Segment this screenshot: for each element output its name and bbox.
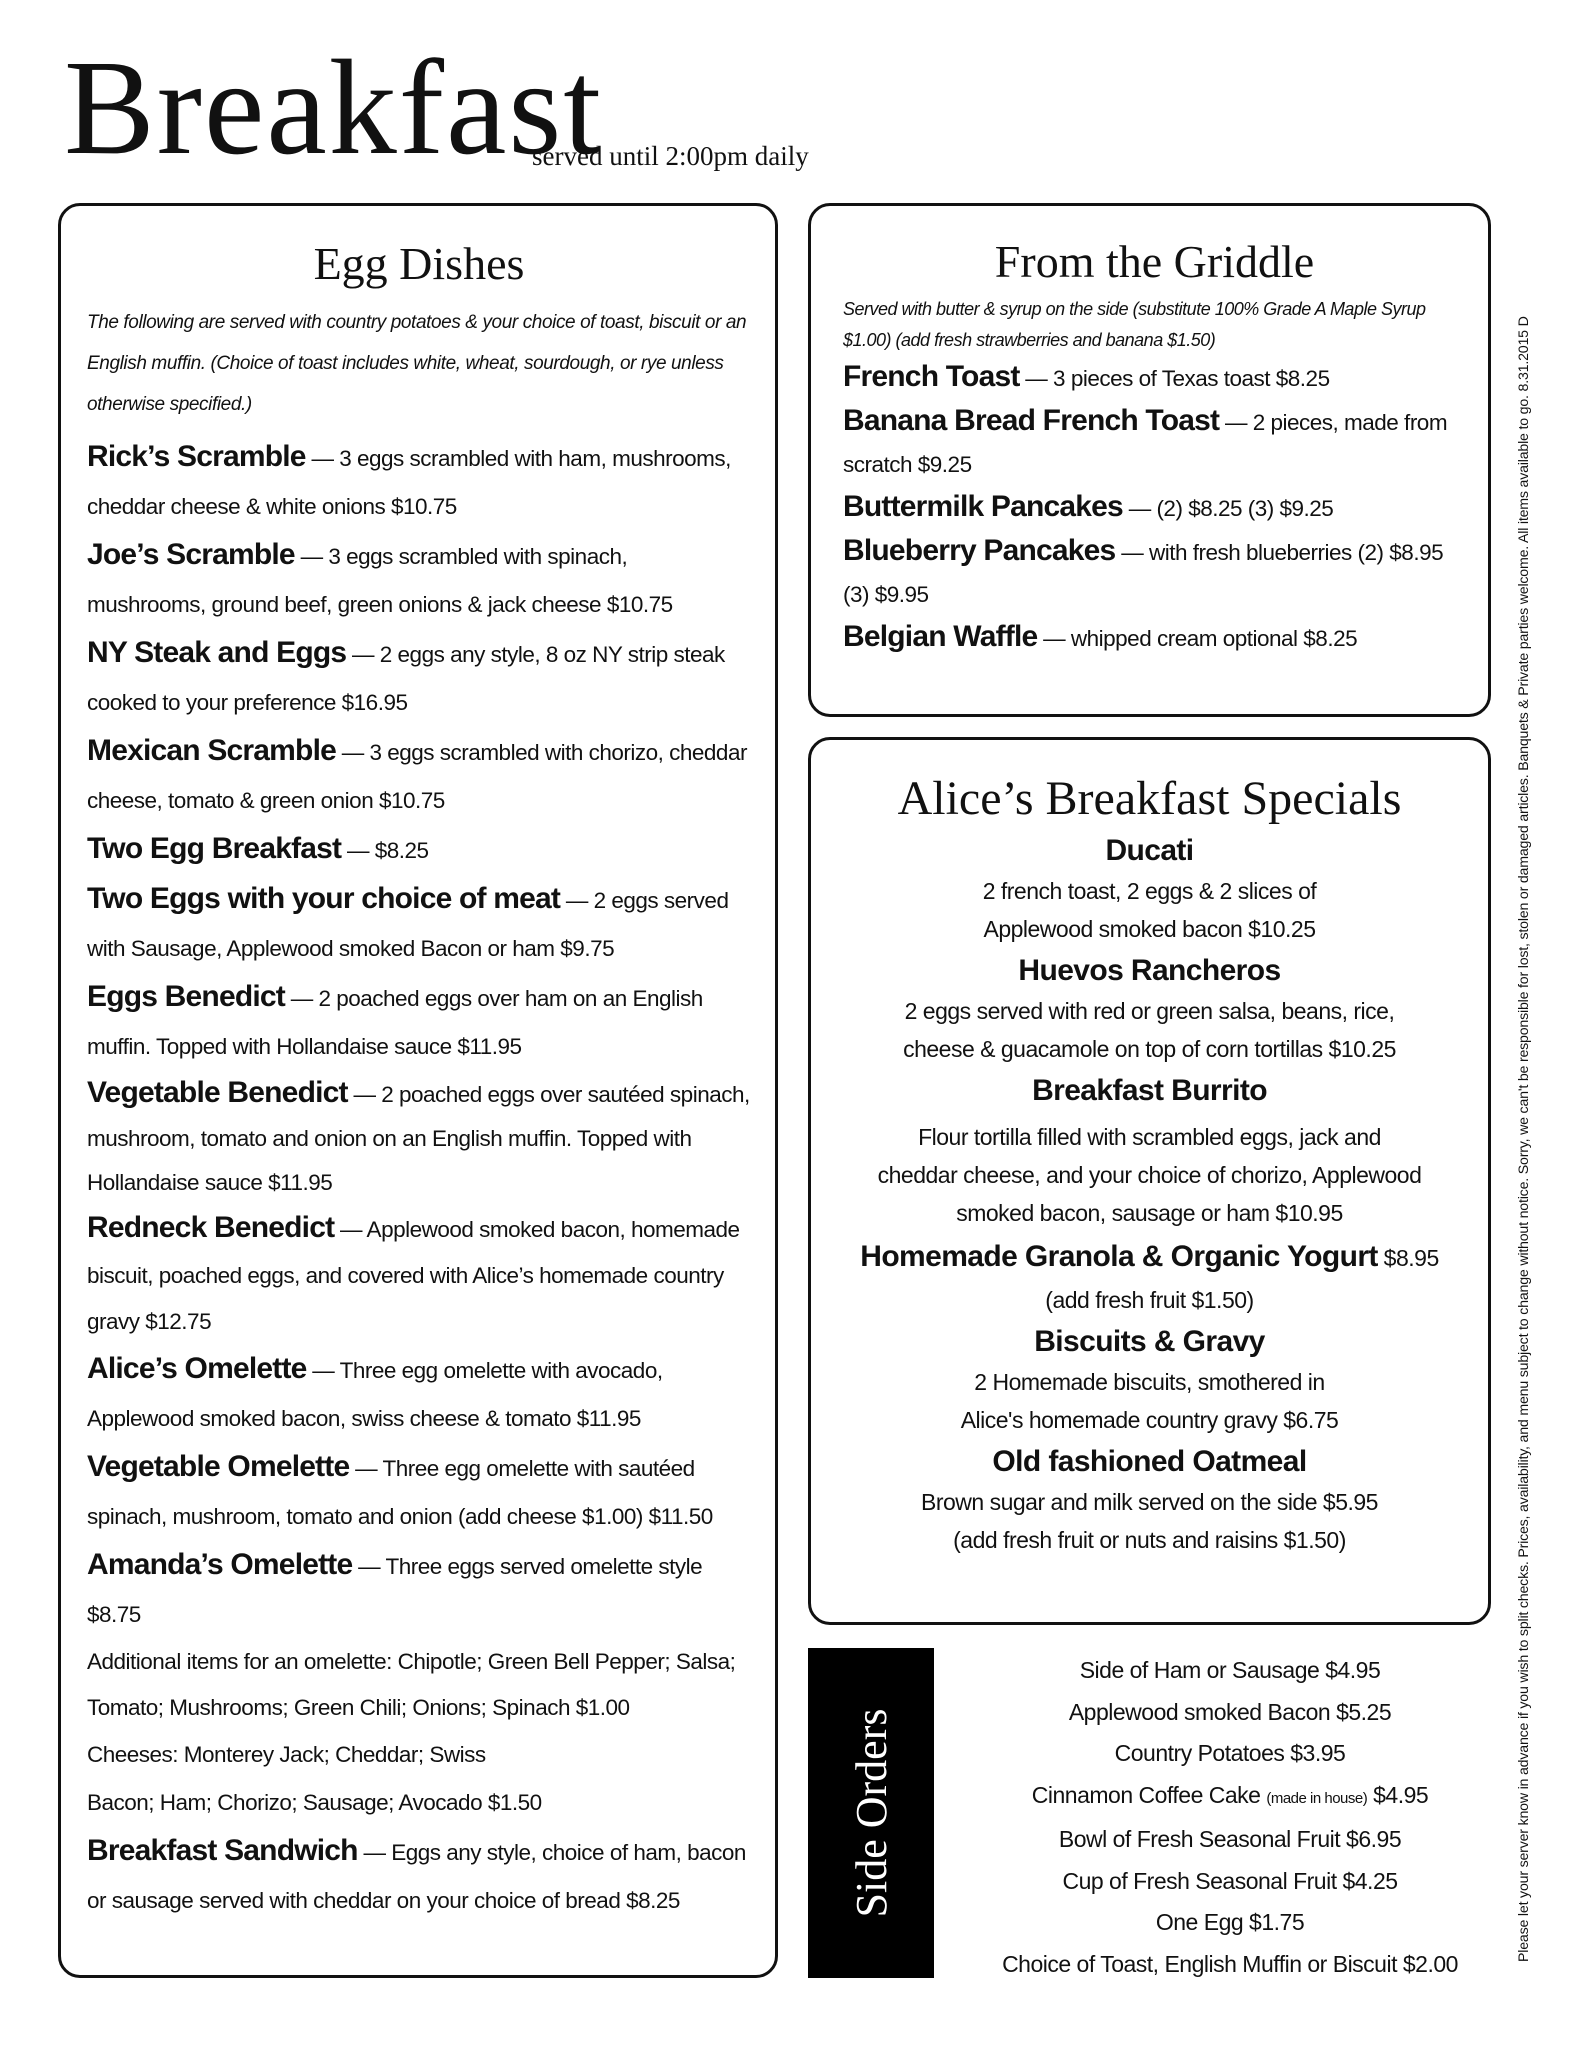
menu-item (843, 486, 1466, 530)
special-desc-line: Brown sugar and milk served on the side $5.95 (921, 1489, 1378, 1515)
menu-item-desc: — 3 eggs scrambled with spinach, mushrooms, ground beef, green onions & jack cheese $10.75 (87, 544, 673, 617)
special-name: Ducati (1105, 834, 1194, 867)
side-orders-label: Side Orders (846, 1708, 896, 1918)
special-price: $8.95 (1377, 1245, 1439, 1271)
menu-item-name: Alice’s Omelette (87, 1352, 307, 1385)
menu-item-name: Belgian Waffle (843, 620, 1038, 653)
menu-item-desc: — 2 poached eggs over ham on an English muffin. Topped with Hollandaise sauce $11.95 (87, 986, 703, 1059)
list-item: Country Potatoes $3.95 (1114, 1740, 1346, 1766)
special-name-text: Homemade Granola & Organic Yogurt (860, 1240, 1378, 1273)
special-desc (827, 1118, 1472, 1232)
menu-item-name: Vegetable Benedict (87, 1076, 348, 1109)
special-desc-line: 2 Homemade biscuits, smothered in (974, 1369, 1325, 1395)
side-orders-tab (808, 1648, 934, 1978)
special-desc (827, 1363, 1472, 1439)
omelette-meats: Bacon; Ham; Chorizo; Sausage; Avocado $1.50 (87, 1790, 542, 1815)
menu-item-desc: — Three egg omelette with avocado, Applewood smoked bacon, swiss cheese & tomato $11.95 (87, 1358, 663, 1431)
menu-item-name: Breakfast Sandwich (87, 1834, 358, 1867)
menu-item-name: Eggs Benedict (87, 980, 285, 1013)
menu-item-desc: — 3 pieces of Texas toast $8.25 (1019, 366, 1330, 391)
special-name (827, 1234, 1472, 1281)
menu-item-name: Two Eggs with your choice of meat (87, 882, 561, 915)
menu-item (87, 875, 751, 973)
menu-item (87, 531, 751, 629)
special-desc-line: 2 french toast, 2 eggs & 2 slices of (982, 878, 1317, 904)
menu-item (87, 727, 751, 825)
menu-item-desc: — with fresh blueberries (2) $8.95 (3) $9.95 (843, 540, 1444, 607)
special-desc (827, 872, 1472, 948)
menu-item (843, 616, 1466, 660)
special-desc-line: (add fresh fruit $1.50) (1045, 1287, 1254, 1313)
list-item: Cup of Fresh Seasonal Fruit $4.25 (1062, 1867, 1398, 1894)
egg-dishes-intro: The following are served with country potatoes & your choice of toast, biscuit or an English muffin. (Choice of toast includes white, wheat, sourdough, or rye unless otherwise specified.) (87, 312, 747, 415)
menu-item-desc: — 2 eggs served with Sausage, Applewood smoked Bacon or ham $9.75 (87, 888, 729, 961)
menu-item-desc: — (2) $8.25 (3) $9.25 (1122, 496, 1334, 521)
menu-item-name: Blueberry Pancakes (843, 534, 1116, 567)
list-item-name: Cinnamon Coffee Cake (1031, 1781, 1267, 1808)
menu-item-desc: — Applewood smoked bacon, homemade biscuit, poached eggs, and covered with Alice’s homemade country gravy $12.75 (87, 1217, 740, 1334)
menu-item (87, 1541, 751, 1639)
menu-item (87, 1345, 751, 1443)
special-name: Old fashioned Oatmeal (992, 1445, 1307, 1478)
menu-item-desc: — 3 eggs scrambled with ham, mushrooms, cheddar cheese & white onions $10.75 (87, 446, 731, 519)
egg-dishes-section (58, 203, 778, 1978)
special-desc-line: (add fresh fruit or nuts and raisins $1.50) (953, 1527, 1346, 1553)
list-item: Applewood smoked Bacon $5.25 (1068, 1698, 1392, 1725)
menu-item-name: Mexican Scramble (87, 734, 336, 767)
menu-item-name: Banana Bread French Toast (843, 404, 1220, 437)
menu-item-name: NY Steak and Eggs (87, 636, 347, 669)
list-item (965, 1775, 1495, 1820)
special-desc-line: cheese & guacamole on top of corn tortillas $10.25 (903, 1036, 1396, 1062)
special-desc-line: Flour tortilla filled with scrambled eggs, jack and (918, 1124, 1381, 1150)
menu-item-desc: — 2 poached eggs over sautéed spinach, mushroom, tomato and onion on an English muffin. Topped with Hollandaise sauce $11.95 (87, 1082, 750, 1195)
list-item-price: $4.95 (1367, 1781, 1429, 1808)
menu-item-desc: — Three egg omelette with sautéed spinach, mushroom, tomato and onion (add cheese $1.00) $11.50 (87, 1456, 713, 1529)
specials-section (808, 737, 1491, 1625)
page-title: Breakfast (64, 33, 604, 183)
side-orders-list (965, 1650, 1495, 1985)
menu-item-name: Vegetable Omelette (87, 1450, 350, 1483)
menu-item-name: Redneck Benedict (87, 1211, 335, 1244)
specials-title: Alice’s Breakfast Specials (897, 772, 1402, 825)
menu-item-desc: — Eggs any style, choice of ham, bacon or sausage served with cheddar on your choice of bread $8.25 (87, 1840, 746, 1913)
page-subtitle: served until 2:00pm daily (532, 141, 809, 171)
list-item: Choice of Toast, English Muffin or Biscuit $2.00 (1002, 1950, 1458, 1977)
menu-item-desc: — Three eggs served omelette style $8.75 (87, 1554, 703, 1627)
menu-item (843, 400, 1466, 486)
special-name: Biscuits & Gravy (1034, 1325, 1265, 1358)
special-desc (827, 1281, 1472, 1319)
egg-dishes-title: Egg Dishes (313, 238, 525, 289)
omelette-addons: Additional items for an omelette: Chipotle; Green Bell Pepper; Salsa; Tomato; Mushrooms; Green Chili; Onions; Spinach $1.00 (87, 1649, 736, 1720)
special-desc-line: cheddar cheese, and your choice of chorizo, Applewood (877, 1162, 1422, 1188)
menu-item-desc: — 2 pieces, made from scratch $9.25 (843, 410, 1448, 477)
menu-item (87, 629, 751, 727)
special-desc-line: smoked bacon, sausage or ham $10.95 (956, 1200, 1343, 1226)
griddle-title: From the Griddle (994, 236, 1315, 287)
special-desc-line: Alice's homemade country gravy $6.75 (960, 1407, 1339, 1433)
special-desc-line: Applewood smoked bacon $10.25 (983, 916, 1316, 942)
menu-item (87, 973, 751, 1071)
omelette-cheeses: Cheeses: Monterey Jack; Cheddar; Swiss (87, 1742, 486, 1767)
menu-item (87, 825, 751, 875)
menu-item-name: Buttermilk Pancakes (843, 490, 1123, 523)
list-item: Side of Ham or Sausage $4.95 (1079, 1657, 1381, 1683)
special-desc-line: 2 eggs served with red or green salsa, beans, rice, (904, 998, 1395, 1024)
menu-item-desc: — $8.25 (341, 838, 429, 863)
list-item-note: (made in house) (1266, 1789, 1368, 1807)
special-name: Huevos Rancheros (1018, 954, 1281, 987)
menu-item (87, 1443, 751, 1541)
menu-item (843, 530, 1466, 616)
menu-item (843, 356, 1466, 400)
list-item: One Egg $1.75 (1155, 1909, 1305, 1935)
menu-item (87, 1071, 751, 1205)
menu-item-name: French Toast (843, 360, 1020, 393)
menu-item-name: Two Egg Breakfast (87, 832, 342, 865)
list-item: Bowl of Fresh Seasonal Fruit $6.95 (1058, 1826, 1402, 1852)
disclaimer-text: Please let your server know in advance if you wish to split checks. Prices, availability, and menu subject to change without notice. Sorry, we can't be responsible for lost, stolen or damaged articles. Banquets & Private parties welcome. All items available to go. 8.31.2015 D (1516, 316, 1532, 1962)
menu-item-desc: — whipped cream optional $8.25 (1037, 626, 1358, 651)
menu-item-desc: — 2 eggs any style, 8 oz NY strip steak cooked to your preference $16.95 (87, 642, 725, 715)
special-desc (827, 1483, 1472, 1559)
menu-item-desc: — 3 eggs scrambled with chorizo, cheddar cheese, tomato & green onion $10.75 (87, 740, 747, 813)
menu-item-name: Rick’s Scramble (87, 440, 306, 473)
special-desc (827, 992, 1472, 1068)
griddle-intro: Served with butter & syrup on the side (substitute 100% Grade A Maple Syrup $1.00) (add fresh strawberries and banana $1.50) (843, 299, 1426, 350)
menu-item-name: Amanda’s Omelette (87, 1548, 353, 1581)
menu-item-name: Joe’s Scramble (87, 538, 295, 571)
griddle-section (808, 203, 1491, 717)
menu-item (87, 1205, 751, 1345)
menu-item (87, 433, 751, 531)
special-name: Breakfast Burrito (1032, 1074, 1267, 1107)
menu-item (87, 1827, 751, 1925)
